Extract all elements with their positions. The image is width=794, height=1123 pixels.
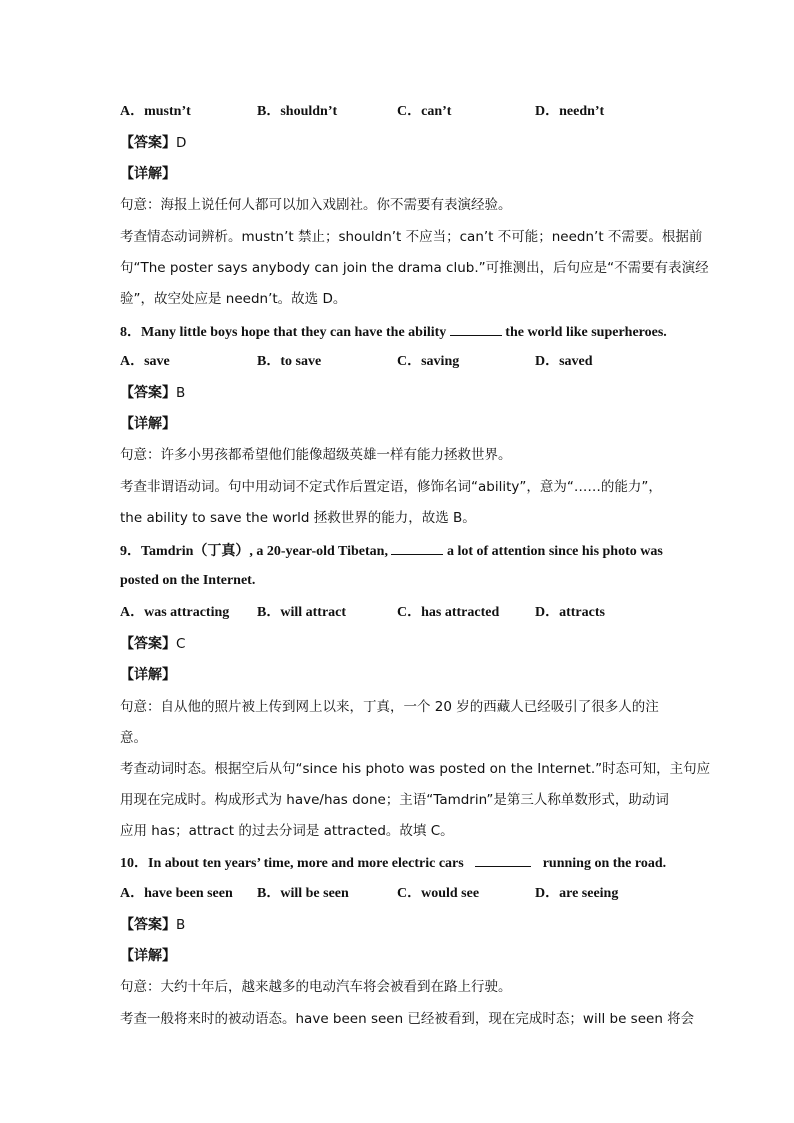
q9-stem-after: a lot of attention since his photo was	[446, 544, 663, 559]
q8-answer-blank	[450, 322, 502, 336]
q10-answer-blank	[475, 853, 531, 867]
q7-detail-label: 【详解】	[120, 166, 176, 182]
q10-analysis-line-1: 考查一般将来时的被动语态。have been seen 已经被看到，现在完成时态；will be seen 将会	[120, 1011, 695, 1027]
q9-analysis-line-1: 考查动词时态。根据空后从句“since his photo was posted on the Internet.”时态可知，主句应	[120, 761, 711, 777]
q9-stem-before: 9．Tamdrin（丁真）, a 20-year-old Tibetan,	[120, 544, 388, 559]
q8-option-d: D．saved	[535, 354, 593, 369]
q9-analysis-line-2: 用现在完成时。构成形式为 have/has done；主语“Tamdrin”是第三人称单数形式，助动词	[120, 792, 669, 808]
q7-analysis-line-1: 考查情态动词辨析。mustn’t 禁止；shouldn’t 不应当；can’t 不可能；needn’t 不需要。根据前	[120, 229, 703, 245]
q9-meaning-line-2: 意。	[120, 730, 147, 746]
q8-stem	[120, 322, 667, 342]
q7-option-d: D．needn’t	[535, 104, 605, 119]
q10-detail-label: 【详解】	[120, 948, 176, 964]
answer-label: 【答案】	[120, 135, 176, 151]
q9-analysis-line-3: 应用 has；attract 的过去分词是 attracted。故填 C。	[120, 823, 454, 839]
answer-value: D	[176, 135, 187, 151]
q8-detail-label: 【详解】	[120, 416, 176, 432]
q9-answer-blank	[391, 541, 443, 555]
q8-option-a: A．save	[120, 354, 170, 369]
answer-label: 【答案】	[120, 636, 176, 652]
answer-label: 【答案】	[120, 917, 176, 933]
q9-stem-line-2: posted on the Internet.	[120, 573, 256, 588]
q9-meaning-line-1: 句意：自从他的照片被上传到网上以来，丁真，一个 20 岁的西藏人已经吸引了很多人的注	[120, 699, 659, 715]
q9-option-d: D．attracts	[535, 605, 605, 620]
q7-analysis-line-2: 句“The poster says anybody can join the drama club.”可推测出，后句应是“不需要有表演经	[120, 260, 709, 276]
q7-meaning: 句意：海报上说任何人都可以加入戏剧社。你不需要有表演经验。	[120, 197, 512, 213]
q10-stem	[120, 853, 666, 873]
q9-option-a: A．was attracting	[120, 605, 230, 620]
q7-option-b: B．shouldn’t	[257, 104, 338, 119]
answer-value: B	[176, 385, 186, 401]
q7-answer	[120, 134, 186, 152]
q8-meaning: 句意：许多小男孩都希望他们能像超级英雄一样有能力拯救世界。	[120, 447, 512, 463]
answer-value: C	[176, 636, 186, 652]
q10-stem-before: 10．In about ten years’ time, more and more electric cars	[120, 856, 464, 871]
q7-option-c: C．can’t	[397, 104, 452, 119]
q9-option-c: C．has attracted	[397, 605, 500, 620]
q8-stem-after: the world like superheroes.	[505, 325, 667, 340]
q9-answer	[120, 635, 185, 653]
q10-meaning: 句意：大约十年后，越来越多的电动汽车将会被看到在路上行驶。	[120, 979, 512, 995]
q8-option-b: B．to save	[257, 354, 322, 369]
q10-answer	[120, 916, 185, 934]
q10-option-c: C．would see	[397, 886, 480, 901]
q8-answer	[120, 384, 185, 402]
q9-option-b: B．will attract	[257, 605, 347, 620]
q10-option-d: D．are seeing	[535, 886, 619, 901]
q9-stem	[120, 541, 663, 561]
answer-label: 【答案】	[120, 385, 176, 401]
q10-option-a: A．have been seen	[120, 886, 233, 901]
q8-option-c: C．saving	[397, 354, 460, 369]
q10-stem-after: running on the road.	[542, 856, 667, 871]
q8-analysis-line-2: the ability to save the world 拯救世界的能力，故选 B。	[120, 510, 476, 526]
q8-analysis-line-1: 考查非谓语动词。句中用动词不定式作后置定语，修饰名词“ability”，意为“……的能力”，	[120, 479, 662, 495]
answer-value: B	[176, 917, 186, 933]
q9-detail-label: 【详解】	[120, 667, 176, 683]
q7-option-a: A．mustn’t	[120, 104, 191, 119]
q10-option-b: B．will be seen	[257, 886, 349, 901]
q7-analysis-line-3: 验”，故空处应是 needn’t。故选 D。	[120, 291, 347, 307]
q8-stem-before: 8．Many little boys hope that they can have the ability	[120, 325, 447, 340]
